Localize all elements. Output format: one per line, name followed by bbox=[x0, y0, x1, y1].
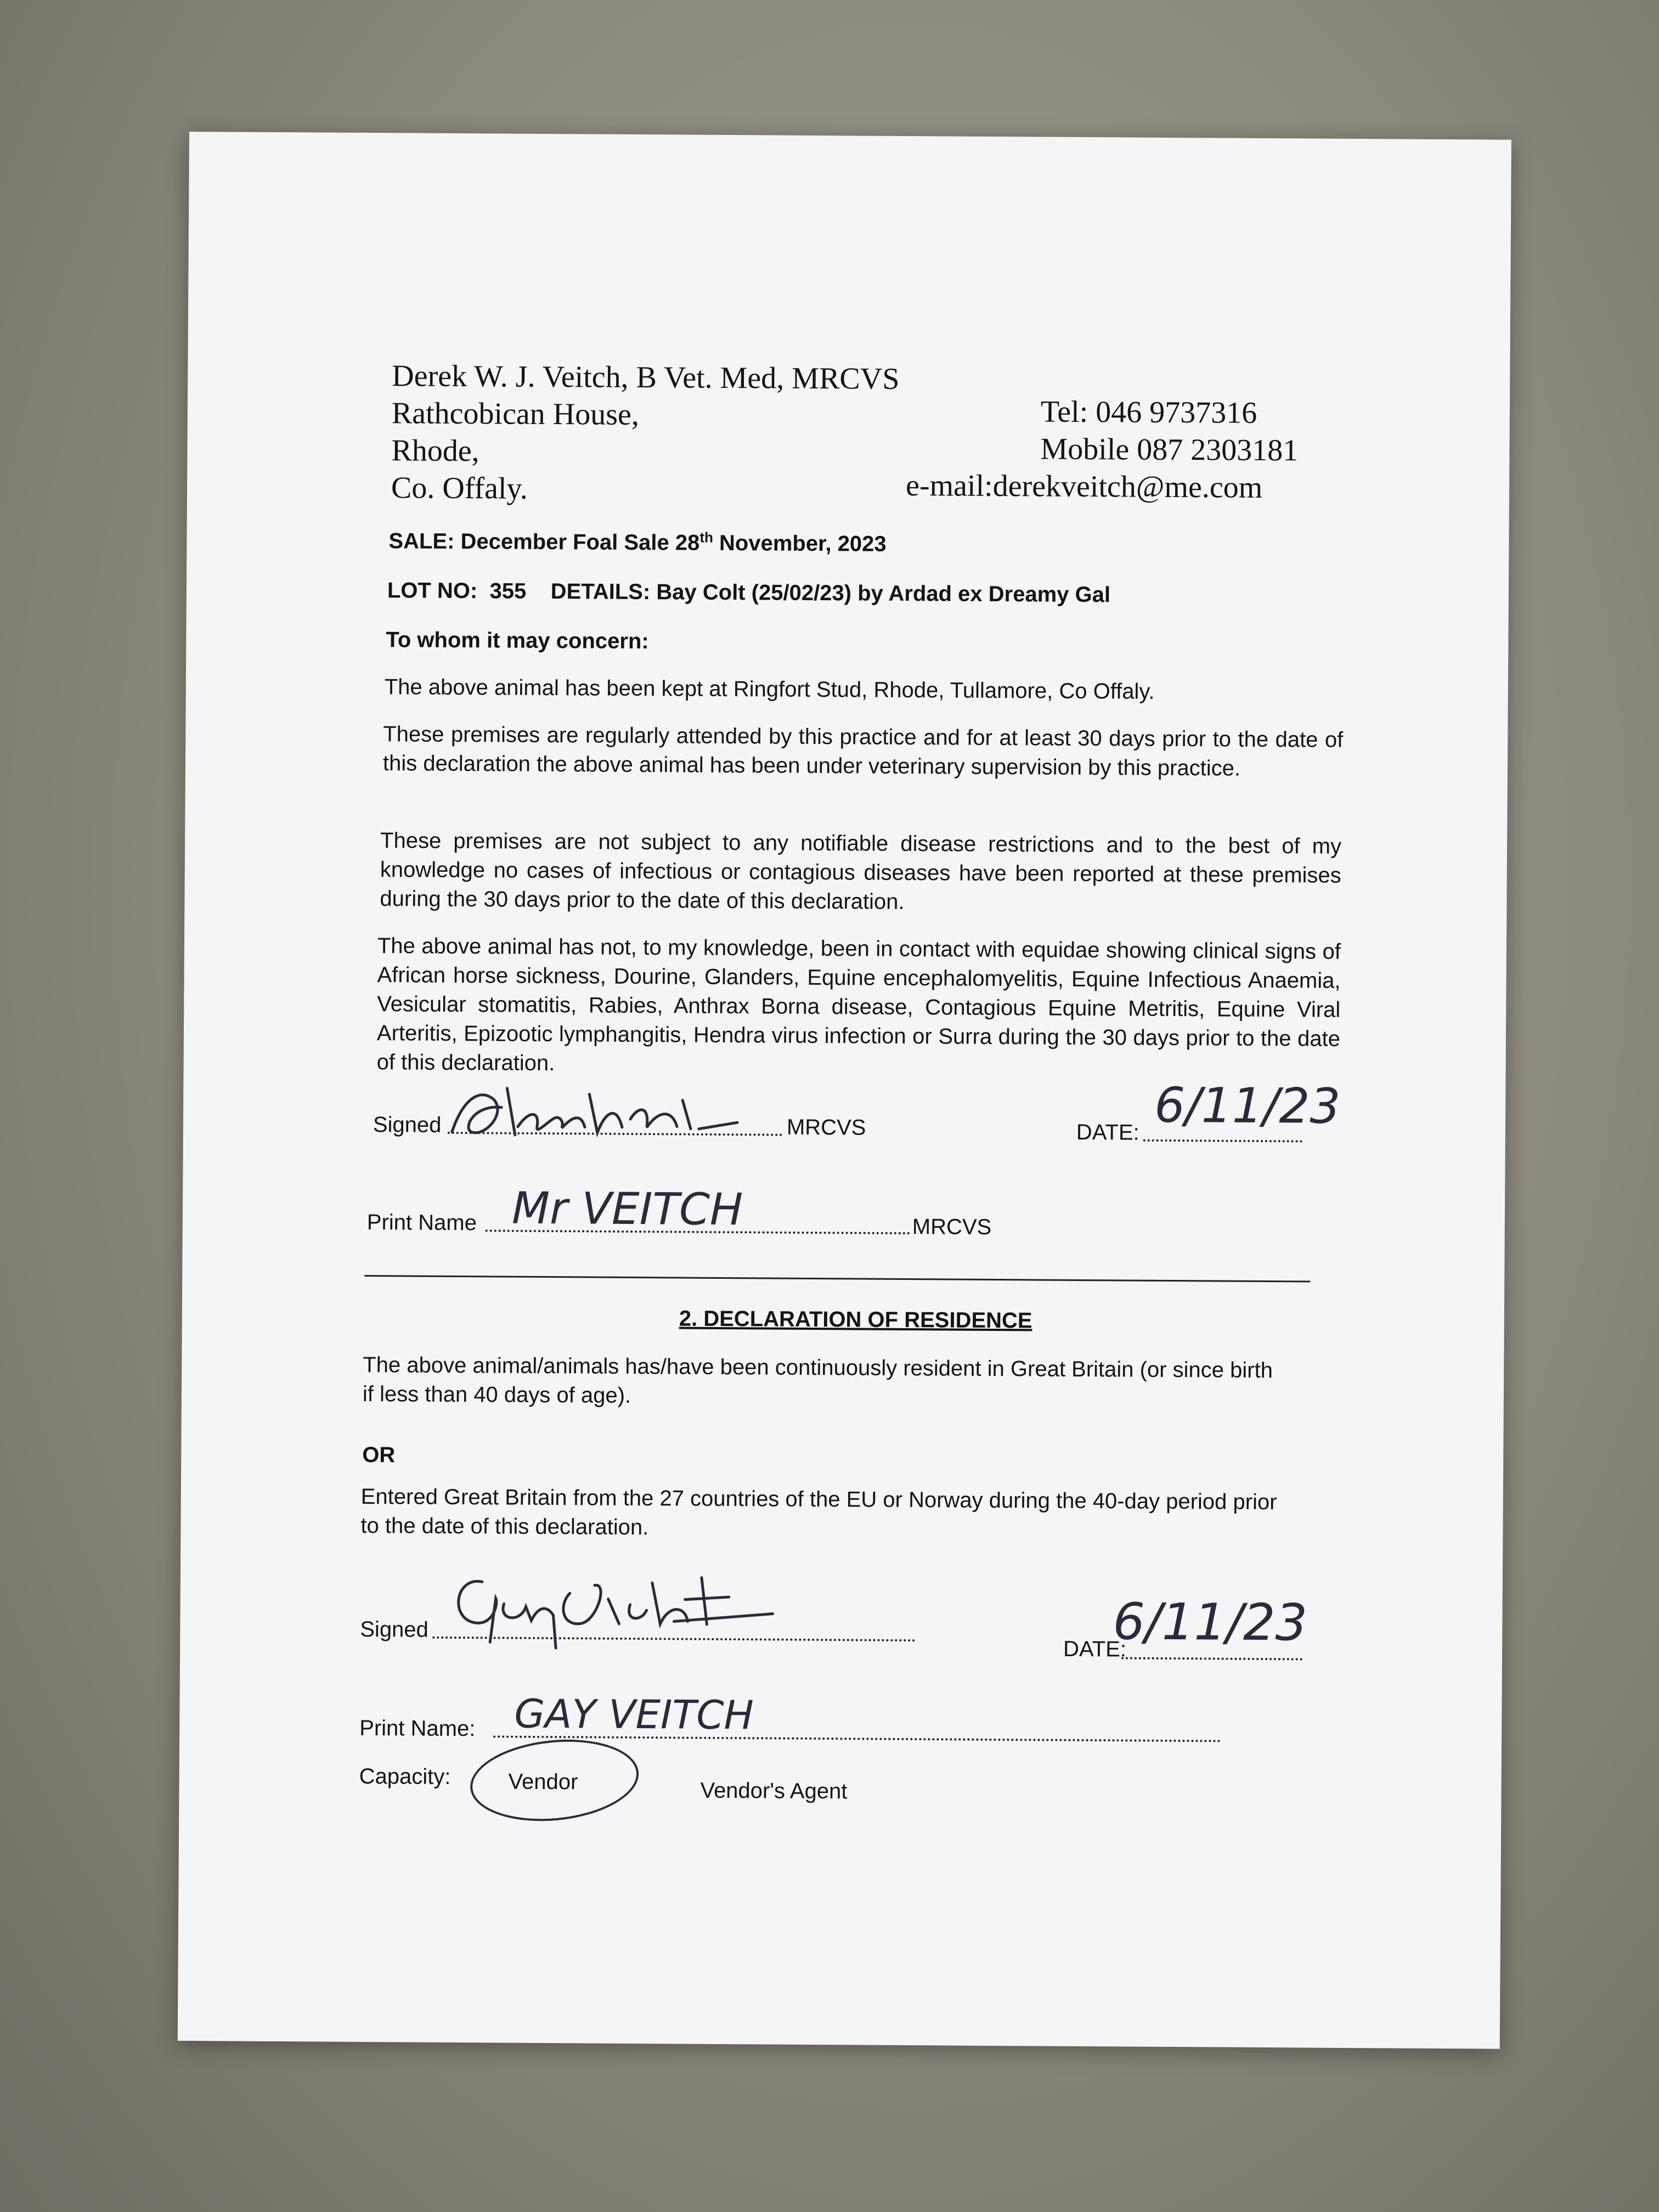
document-page bbox=[178, 132, 1511, 2049]
vendor-signature-mark bbox=[443, 1560, 784, 1655]
paragraph-kept-at: The above animal has been kept at Ringfort Stud, Rhode, Tullamore, Co Offaly. bbox=[384, 675, 1155, 704]
letterhead-tel: Tel: 046 9737316 bbox=[1040, 394, 1257, 430]
vet-signature-mark bbox=[441, 1066, 749, 1150]
sale-label: SALE: bbox=[388, 529, 455, 554]
vet-signed-suffix: MRCVS bbox=[786, 1115, 866, 1140]
sale-line bbox=[388, 527, 887, 559]
vet-signed-label: Signed bbox=[373, 1113, 442, 1137]
vet-date-label: DATE: bbox=[1076, 1120, 1139, 1145]
capacity-option-vendor: Vendor bbox=[508, 1769, 578, 1795]
details-value: Bay Colt (25/02/23) by Ardad ex Dreamy Gal bbox=[656, 580, 1111, 607]
section-divider bbox=[364, 1275, 1310, 1283]
vendor-print-name-label: Print Name: bbox=[359, 1716, 476, 1741]
residence-text-1: The above animal/animals has/have been continuously resident in Great Britain (or since birth if less than 40 days of age). bbox=[362, 1352, 1273, 1408]
lot-number: 355 bbox=[489, 579, 527, 603]
capacity-label: Capacity: bbox=[359, 1764, 451, 1789]
letterhead-address-line: Co. Offaly. bbox=[391, 471, 528, 506]
letterhead-name: Derek W. J. Veitch, B Vet. Med, MRCVS bbox=[392, 359, 900, 396]
details-label: DETAILS: bbox=[550, 579, 651, 605]
sale-text: December Foal Sale 28th November, 2023 bbox=[460, 529, 887, 556]
residence-heading: 2. DECLARATION OF RESIDENCE bbox=[679, 1306, 1032, 1333]
paragraph-no-restrictions: These premises are not subject to any notifiable disease restrictions and to the best of my knowledge no cases of infectious or contagious diseases have been reported at these premises during the 30 days prior to the date of this declaration. bbox=[380, 828, 1342, 914]
vendor-signed-label: Signed bbox=[360, 1617, 429, 1642]
vet-print-name-suffix: MRCVS bbox=[912, 1215, 992, 1239]
vet-date-handwritten: 6/11/23 bbox=[1154, 1076, 1341, 1135]
vet-date-line bbox=[1143, 1139, 1302, 1143]
letterhead-address-line: Rhode, bbox=[391, 433, 479, 469]
vendor-date-line bbox=[1121, 1657, 1302, 1660]
vet-print-name-label: Print Name bbox=[366, 1210, 477, 1235]
paragraph-supervision: These premises are regularly attended by this practice and for at least 30 days prior to the date of this declaration the above animal has been under veterinary supervision by this practice. bbox=[382, 722, 1344, 781]
vendor-date-handwritten: 6/11/23 bbox=[1113, 1592, 1308, 1652]
capacity-option-vendors-agent: Vendor's Agent bbox=[700, 1778, 848, 1804]
residence-text-2: Entered Great Britain from the 27 countries of the EU or Norway during the 40-day period prior to the date of this declaration. bbox=[360, 1484, 1277, 1540]
salutation: To whom it may concern: bbox=[386, 628, 649, 654]
vendor-date-label: DATE: bbox=[1063, 1637, 1127, 1662]
lot-line bbox=[387, 576, 1111, 610]
letterhead-email: e-mail:derekveitch@me.com bbox=[905, 468, 1263, 505]
letterhead-address-line: Rathcobican House, bbox=[391, 396, 640, 432]
vet-print-name-handwritten: Mr VEITCH bbox=[511, 1182, 743, 1235]
vendor-print-name-handwritten: GAY VEITCH bbox=[514, 1690, 754, 1739]
lot-label: LOT NO: bbox=[387, 578, 478, 603]
residence-or: OR bbox=[362, 1442, 396, 1468]
letterhead-mobile: Mobile 087 2303181 bbox=[1040, 432, 1299, 468]
paragraph-no-contact: The above animal has not, to my knowledge, been in contact with equidae showing clinical signs of African horse sickness, Dourine, Glanders, Equine encephalomyelitis, Equine Infectious Anaemia, Vesicular stomatitis, Rabies, Anthrax Borna disease, Contagious Equine Metritis, Equine Viral Arteritis, Epizootic lymphangitis, Hendra virus infection or Surra during the 30 days prior to the date of this declaration. bbox=[376, 934, 1341, 1076]
